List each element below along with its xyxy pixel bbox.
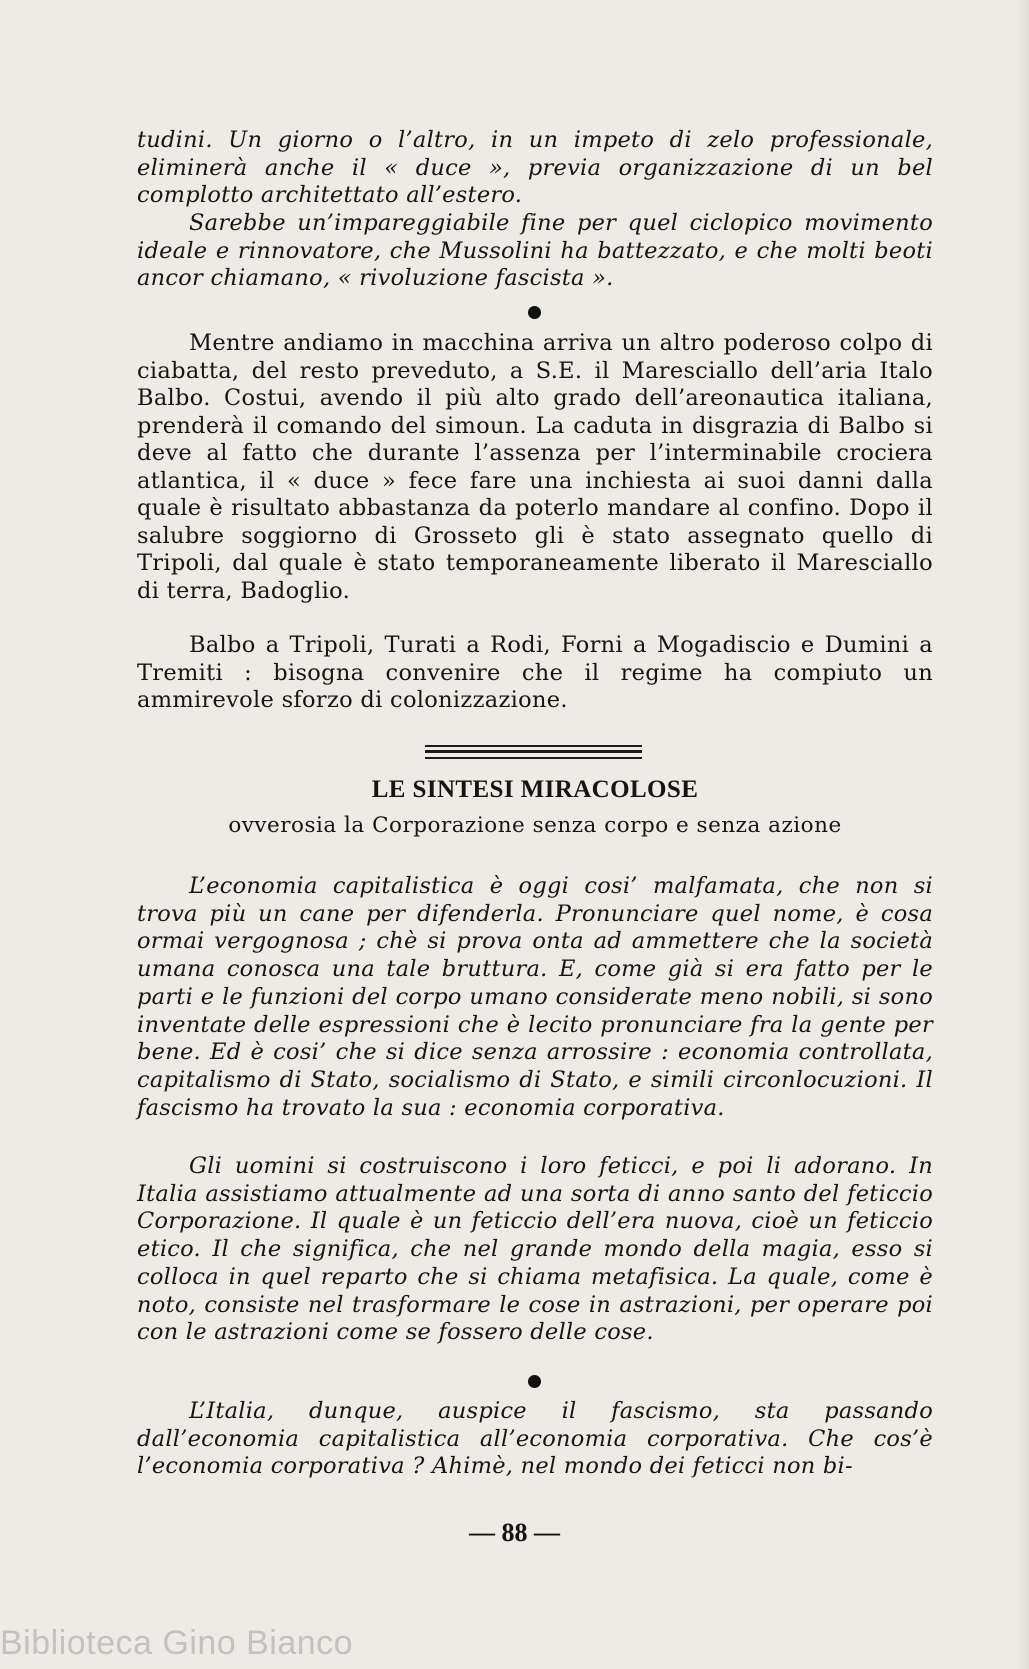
paragraph-economia-corporativa: L’Italia, dunque, auspice il fascismo, sta passando dall’economia capitalistica all’economia corporativa. Che cos’è l’economia corporativa ? Ahimè, nel mondo dei feticci non bi- bbox=[137, 1398, 933, 1480]
divider-rule-bottom bbox=[425, 757, 642, 759]
page-number: — 88 — bbox=[469, 1518, 560, 1547]
paragraph-feticci: Gli uomini si costruiscono i loro feticci, e poi li adorano. In Italia assistiamo attualmente ad una sorta di anno santo del feticcio Corporazione. Il quale è un feticcio dell’era nuova, cioè un feticcio etico. Il che significa, che nel grande mondo della magia, esso si colloca in quel reparto che si chiama metafisica. La quale, come è noto, consiste nel trasformare le cose in astrazioni, per operare poi con le astrazioni come se fossero delle cose. bbox=[137, 1153, 933, 1346]
page-edge-shadow bbox=[1015, 0, 1029, 1669]
paragraph-rivoluzione: Sarebbe un’impareggiabile fine per quel ciclopico movimento ideale e rinnovatore, che Mussolini ha battezzato, e che molti beoti ancor chiamano, « rivoluzione fascista ». bbox=[137, 210, 933, 292]
paragraph-economia-capitalistica: L’economia capitalistica è oggi cosi’ malfamata, che non si trova più un cane per difenderla. Pronunciare quel nome, è cosa ormai vergognosa ; chè si prova onta ad ammettere che la società umana conosca una tale bruttura. E, come già si era fatto per le parti e le funzioni del corpo umano considerate meno nobili, si sono inventate delle espressioni che è lecito pronunciare fra la gente per bene. Ed è cosi’ che si dice senza arrossire : economia controllata, capitalismo di Stato, socialismo di Stato, e simili circonlocuzioni. Il fascismo ha trovato la sua : economia corporativa. bbox=[137, 873, 933, 1121]
paragraph-balbo: Mentre andiamo in macchina arriva un altro poderoso colpo di ciabatta, del resto preveduto, a S.E. il Maresciallo dell’aria Italo Balbo. Costui, avendo il più alto grado dell’areonautica italiana, prenderà il comando del simoun. La caduta in disgrazia di Balbo si deve al fatto che durante l’assenza per l’interminabile crociera atlantica, il « duce » fece fare una inchiesta ai suoi danni dalla quale è risultato abbastanza da poterlo mandare al confino. Dopo il salubre soggiorno di Grosseto gli è stato assegnato quello di Tripoli, dal quale è stato temporaneamente liberato il Maresciallo di terra, Badoglio. bbox=[137, 330, 933, 604]
divider-rule-middle bbox=[425, 750, 642, 753]
paragraph-opening: tudini. Un giorno o l’altro, in un impeto di zelo professionale, eliminerà anche il « duce », previa organizzazione di un bel complotto architettato all’estero. bbox=[137, 127, 933, 209]
divider-rule-top bbox=[425, 745, 642, 747]
section-bullet-2 bbox=[528, 1375, 541, 1388]
section-bullet-1 bbox=[528, 306, 541, 319]
paragraph-colonizzazione: Balbo a Tripoli, Turati a Rodi, Forni a Mogadiscio e Dumini a Tremiti : bisogna convenire che il regime ha compiuto un ammirevole sforzo di colonizzazione. bbox=[137, 632, 933, 713]
section-subtitle: ovverosia la Corporazione senza corpo e senza azione bbox=[228, 813, 842, 838]
library-watermark: Biblioteca Gino Bianco bbox=[0, 1624, 354, 1662]
section-title: LE SINTESI MIRACOLOSE bbox=[371, 776, 699, 803]
